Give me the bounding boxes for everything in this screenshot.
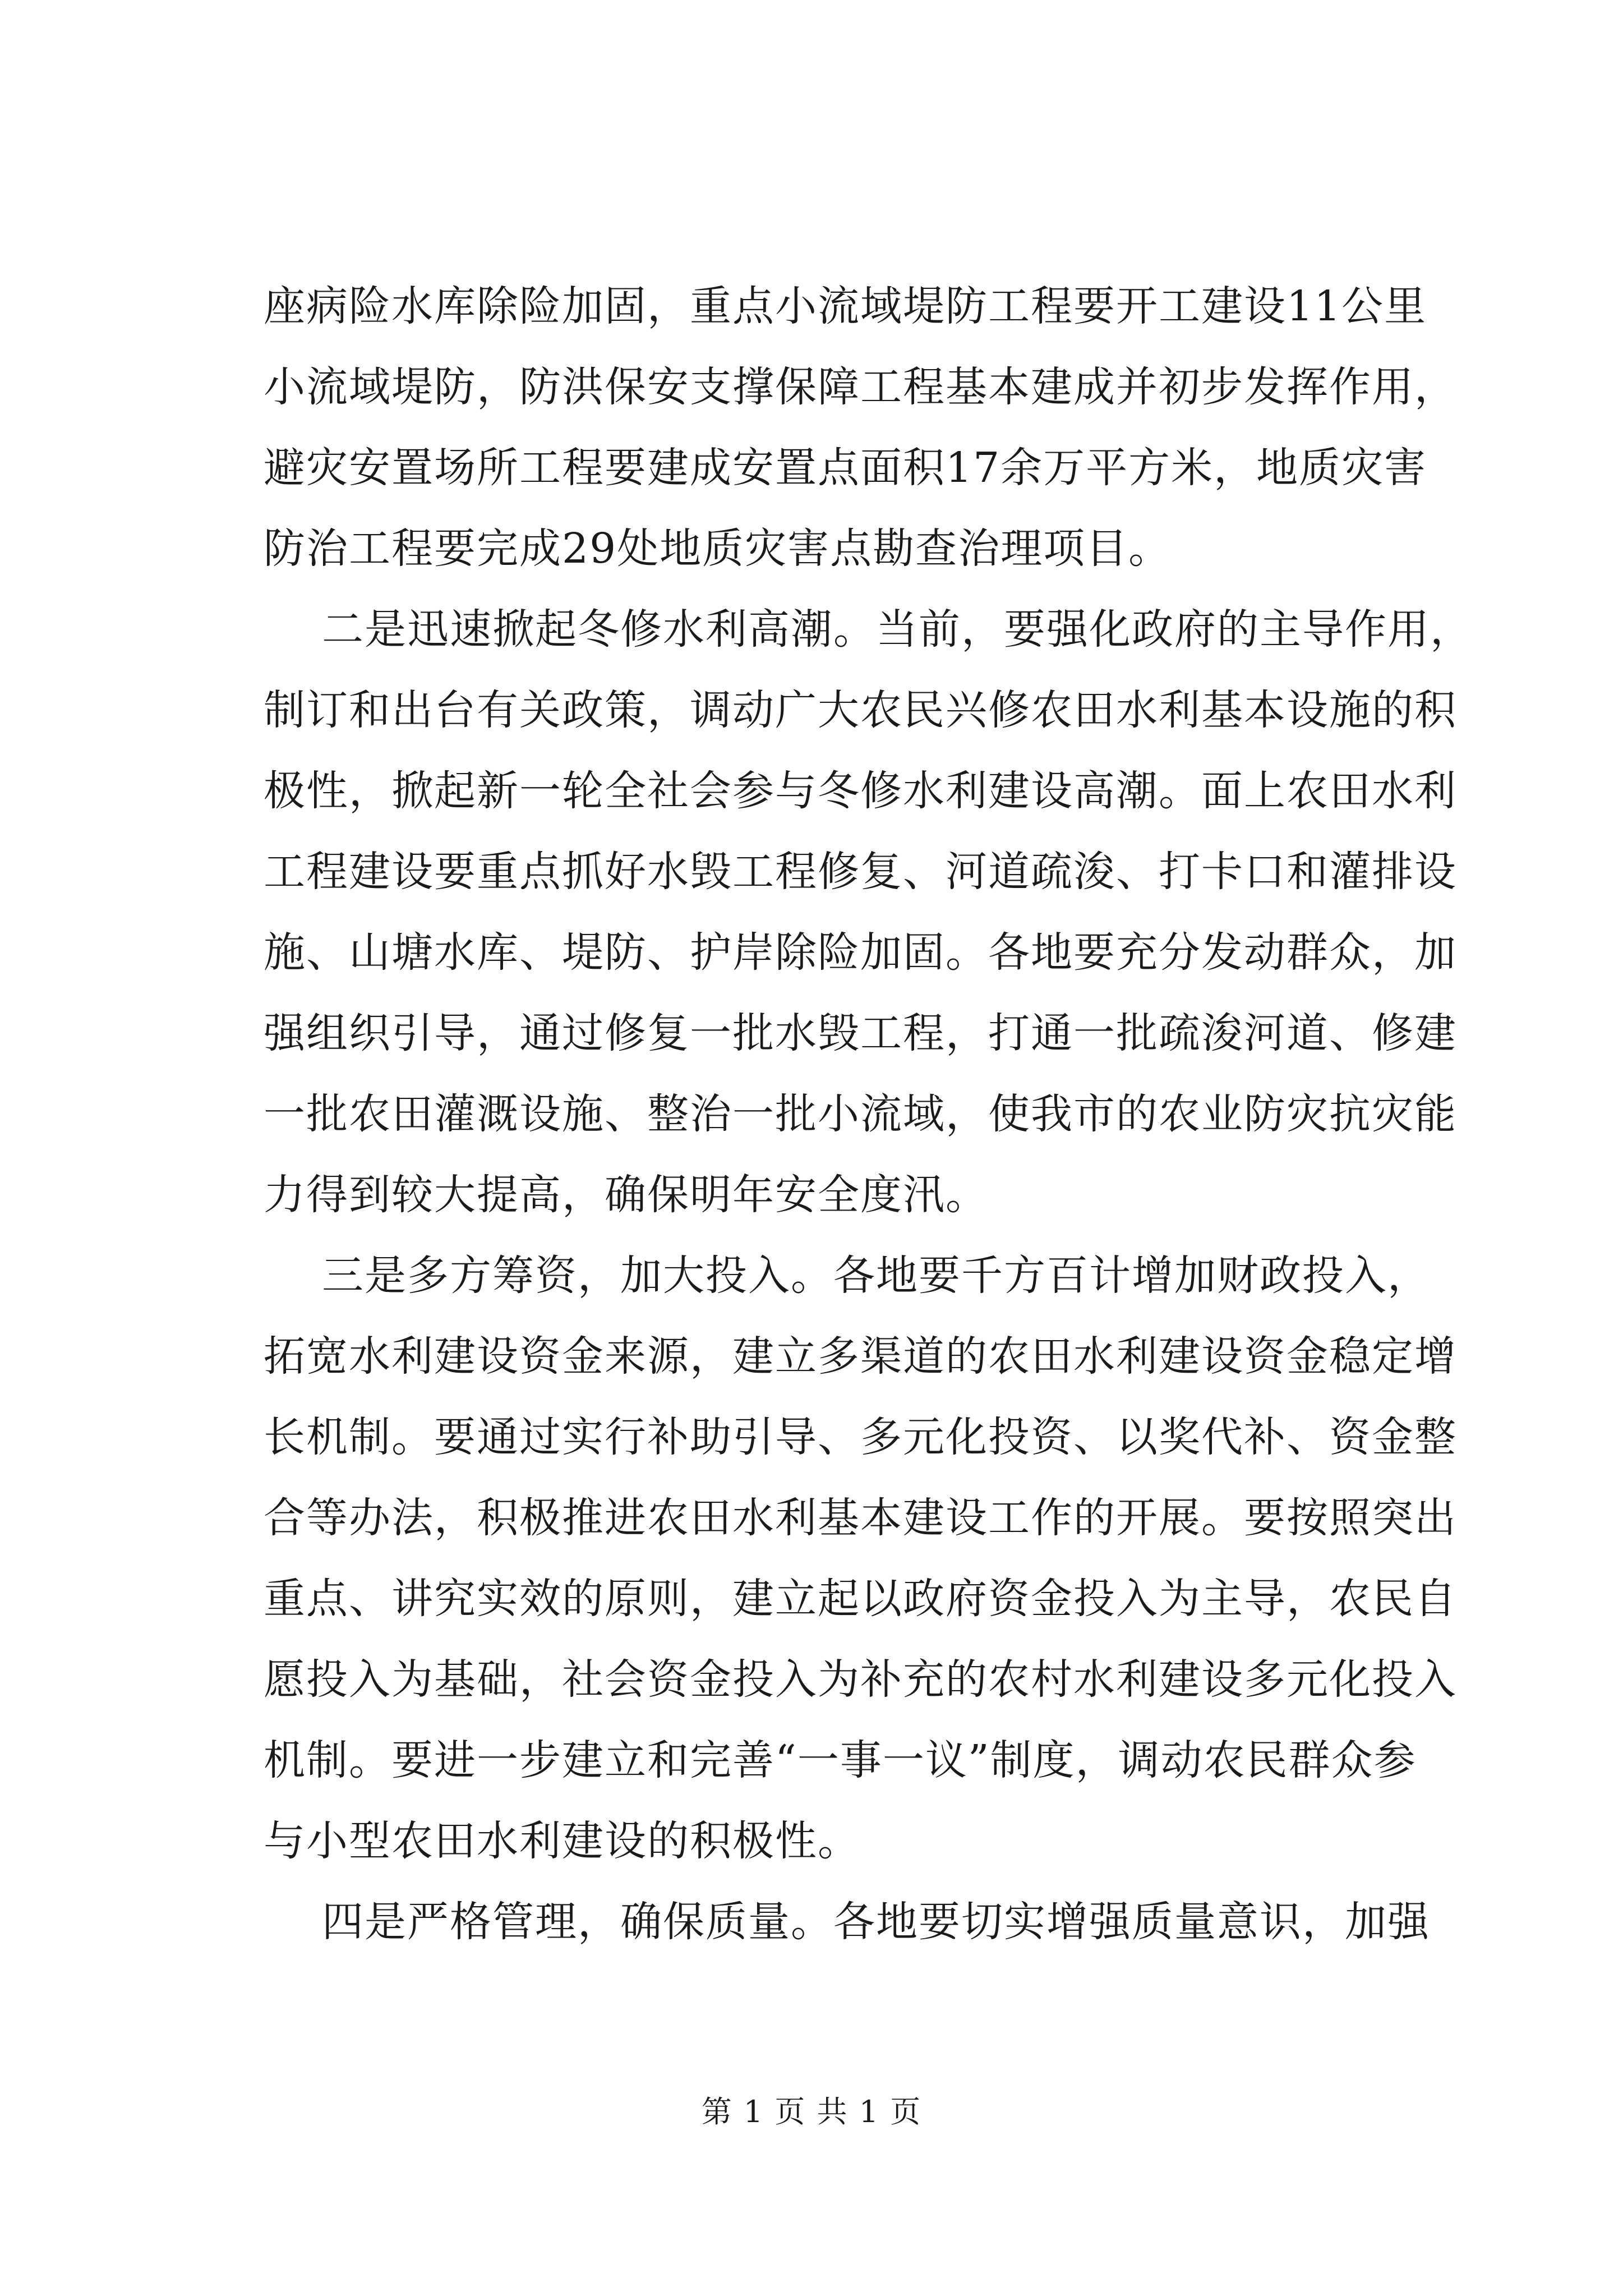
body-text-line: 与小型农田水利建设的积极性。 (264, 1817, 860, 1865)
body-text-line: 极性，掀起新一轮全社会参与冬修水利建设高潮。面上农田水利 (264, 767, 1457, 815)
body-text-line: 工程建设要重点抓好水毁工程修复、河道疏浚、打卡口和灌排设 (264, 848, 1457, 896)
body-text-line: 机制。要进一步建立和完善“一事一议”制度，调动农民群众参 (264, 1736, 1417, 1784)
body-text-line: 施、山塘水库、堤防、护岸除险加固。各地要充分发动群众，加 (264, 928, 1457, 977)
body-text-line: 愿投入为基础，社会资金投入为补充的农村水利建设多元化投入 (264, 1655, 1457, 1704)
body-text-line: 重点、讲究实效的原则，建立起以政府资金投入为主导，农民自 (264, 1575, 1457, 1623)
body-text-line: 力得到较大提高，确保明年安全度汛。 (264, 1171, 988, 1219)
paragraph-3-first-line: 三是多方筹资，加大投入。各地要千方百计增加财政投入， (322, 1251, 1430, 1300)
page-number-footer: 第 1 页 共 1 页 (701, 2094, 922, 2129)
body-text-line: 防治工程要完成29处地质灾害点勘查治理项目。 (264, 524, 1172, 573)
body-text-line: 座病险水库除险加固，重点小流域堤防工程要开工建设11公里 (264, 282, 1427, 330)
body-text-line: 一批农田灌溉设施、整治一批小流域，使我市的农业防灾抗灾能 (264, 1090, 1457, 1138)
body-text-line: 强组织引导，通过修复一批水毁工程，打通一批疏浚河道、修建 (264, 1009, 1457, 1057)
body-text-line: 长机制。要通过实行补助引导、多元化投资、以奖代补、资金整 (264, 1413, 1457, 1461)
paragraph-4-first-line: 四是严格管理，确保质量。各地要切实增强质量意识，加强 (322, 1898, 1430, 1946)
body-text-line: 制订和出台有关政策，调动广大农民兴修农田水利基本设施的积 (264, 686, 1457, 734)
body-text-line: 拓宽水利建设资金来源，建立多渠道的农田水利建设资金稳定增 (264, 1332, 1457, 1381)
body-text-line: 合等办法，积极推进农田水利基本建设工作的开展。要按照突出 (264, 1494, 1457, 1542)
body-text-line: 避灾安置场所工程要建成安置点面积17余万平方米，地质灾害 (264, 444, 1427, 492)
body-text-line: 小流域堤防，防洪保安支撑保障工程基本建成并初步发挥作用， (264, 363, 1457, 411)
paragraph-2-first-line: 二是迅速掀起冬修水利高潮。当前，要强化政府的主导作用， (322, 605, 1473, 654)
